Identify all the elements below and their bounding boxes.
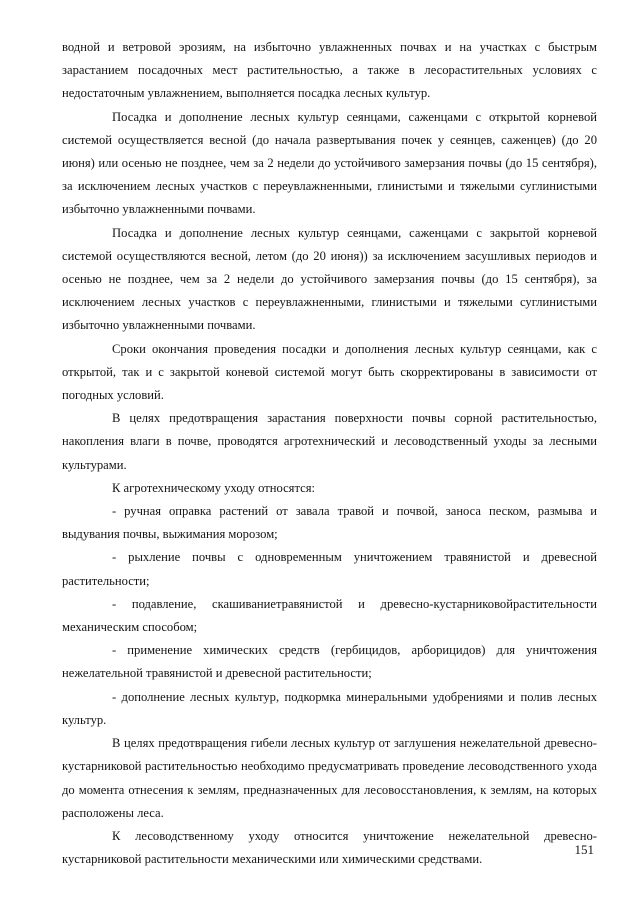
page-number: 151: [574, 842, 594, 857]
paragraph: К агротехническому уходу относятся:: [112, 480, 316, 495]
list-item: - рыхление почвы с одновременным уничтожением травянистой и древесной растительности;: [62, 550, 597, 588]
paragraph: водной и ветровой эрозиям, на избыточно увлажненных почвах и на участках с быстрым зарастанием посадочных мест растительностью, а также в лесорастительных условиях с недостаточным увлажнением, выполняется посадка лесных культур.: [62, 40, 597, 101]
paragraph: К лесоводственному уходу относится уничтожение нежелательной древесно-кустарниковой растительности механическими или химическими средствами.: [62, 828, 597, 867]
list-item: - применение химических средств (гербицидов, арборицидов) для уничтожения нежелательной травянистой и древесной растительности;: [62, 643, 597, 681]
paragraph: Посадка и дополнение лесных культур сеянцами, саженцами с закрытой корневой системой осуществляются весной, летом (до 20 июня)) за исключением засушливых периодов и осенью не позднее, чем за 2 недели до устойчивого замерзания почвы (до 15 сентября), за исключением лесных участков с переувлажненными, глинистыми и тяжелыми суглинистыми избыточно увлажненными почвами.: [62, 225, 597, 333]
list-item: - подавление, скашиваниетравянистой и древесно-кустарниковойрастительности механическим способом;: [62, 596, 597, 635]
paragraph: Сроки окончания проведения посадки и дополнения лесных культур сеянцами, как с открытой, так и с закрытой коневой системой могут быть скорректированы в зависимости от погодных условий.: [62, 341, 597, 403]
paragraph: В целях предотвращения гибели лесных культур от заглушения нежелательной древесно-кустарниковой растительностью необходимо предусматривать проведение лесоводственного ухода до момента отнесения к землям, предназначенных для лесовосстановления, к землям, на которых расположены леса.: [62, 736, 597, 820]
paragraph: В целях предотвращения зарастания поверхности почвы сорной растительностью, накопления влаги в почве, проводятся агротехнический и лесоводственный уходы за лесными культурами.: [62, 411, 597, 472]
paragraph: Посадка и дополнение лесных культур сеянцами, саженцами с открытой корневой системой осуществляется весной (до начала развертывания почек у сеянцев, саженцев) (до 20 июня) или осенью не позднее, чем за 2 недели до устойчивого замерзания почвы (до 15 сентября), за исключением лесных участков с переувлажненными, глинистыми и тяжелыми суглинистыми избыточно увлажненными почвами.: [62, 109, 597, 217]
list-item: - ручная оправка растений от завала травой и почвой, заноса песком, размыва и выдувания почвы, выжимания морозом;: [62, 504, 597, 542]
document-body: [62, 36, 597, 871]
list-item: - дополнение лесных культур, подкормка минеральными удобрениями и полив лесных культур.: [62, 689, 597, 727]
